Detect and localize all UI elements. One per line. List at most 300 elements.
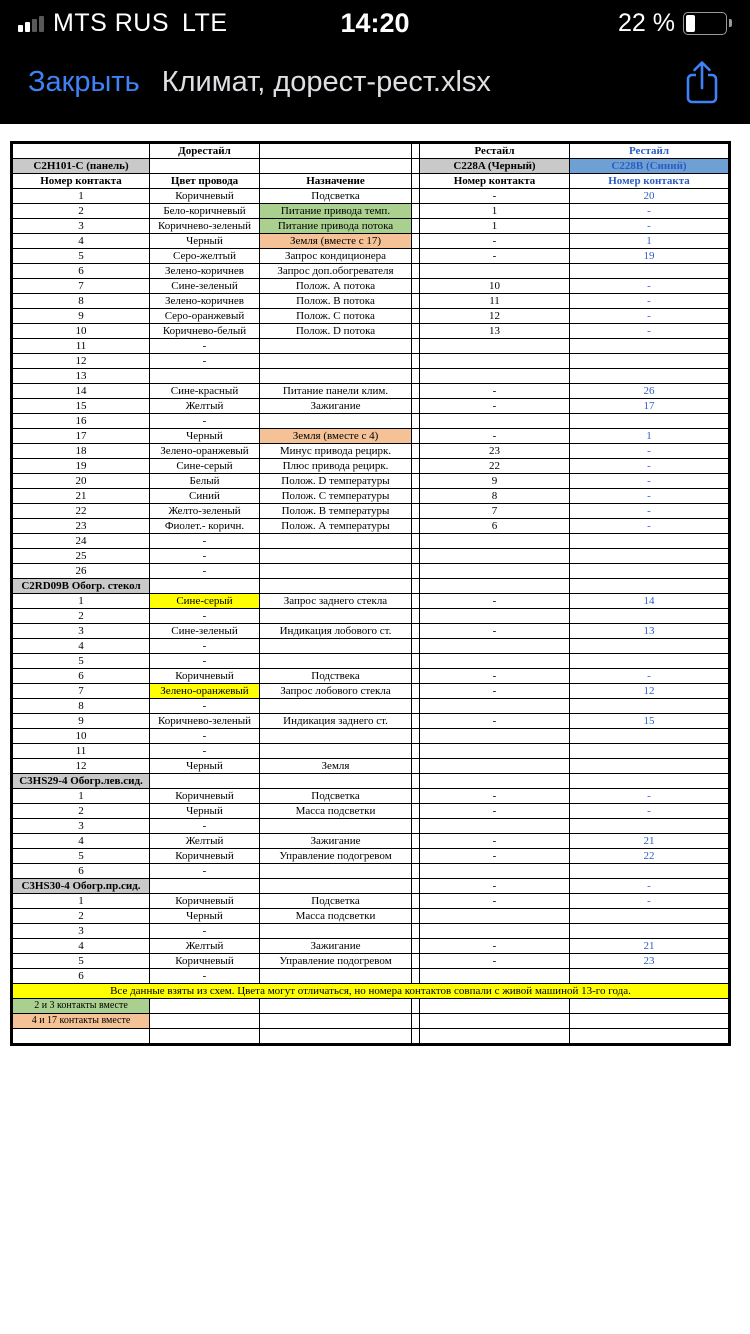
table-cell (570, 354, 730, 369)
table-row (12, 399, 730, 414)
table-row (12, 669, 730, 684)
table-cell: 4 (12, 639, 150, 654)
table-cell: 8 (12, 294, 150, 309)
table-row (12, 369, 730, 384)
table-cell (150, 774, 260, 789)
table-cell: Черный (150, 429, 260, 444)
table-cell: 4 (12, 834, 150, 849)
table-cell (420, 1029, 570, 1045)
table-cell: - (150, 639, 260, 654)
table-cell: - (420, 939, 570, 954)
spreadsheet (10, 141, 731, 1046)
spacer-cell (412, 669, 420, 684)
table-cell: 21 (570, 939, 730, 954)
table-cell: Зажигание (260, 834, 412, 849)
table-cell (150, 879, 260, 894)
table-cell: - (150, 549, 260, 564)
table-cell: Коричнево-зеленый (150, 714, 260, 729)
network-type-label: LTE (182, 8, 228, 37)
table-cell: 19 (570, 249, 730, 264)
table-row (12, 504, 730, 519)
table-row (12, 774, 730, 789)
table-cell: 23 (12, 519, 150, 534)
table-cell (260, 774, 412, 789)
table-cell: C2RD09B Обогр. стекол (12, 579, 150, 594)
table-row (12, 324, 730, 339)
table-cell (260, 699, 412, 714)
table-cell: - (420, 834, 570, 849)
table-cell: - (570, 219, 730, 234)
spacer-cell (412, 879, 420, 894)
table-cell (420, 264, 570, 279)
table-cell: - (570, 204, 730, 219)
table-cell: Коричнево-зеленый (150, 219, 260, 234)
table-cell: 26 (12, 564, 150, 579)
table-cell: Полож. С потока (260, 309, 412, 324)
table-cell: 10 (12, 729, 150, 744)
table-row (12, 639, 730, 654)
table-cell (260, 579, 412, 594)
table-cell: Белый (150, 474, 260, 489)
spacer-cell (412, 1029, 420, 1045)
table-cell: 13 (420, 324, 570, 339)
table-cell: Сине-серый (150, 594, 260, 609)
table-cell: - (150, 969, 260, 984)
table-cell: Назначение (260, 174, 412, 189)
table-row (12, 414, 730, 429)
table-row (12, 204, 730, 219)
table-row (12, 924, 730, 939)
table-cell: - (570, 459, 730, 474)
table-cell (260, 143, 412, 159)
spacer-cell (412, 519, 420, 534)
table-cell: Номер контакта (570, 174, 730, 189)
table-cell: Коричневый (150, 849, 260, 864)
table-cell: 11 (12, 339, 150, 354)
table-row (12, 459, 730, 474)
table-row (12, 234, 730, 249)
table-cell (570, 579, 730, 594)
spacer-cell (412, 954, 420, 969)
table-cell (260, 654, 412, 669)
table-cell: - (570, 444, 730, 459)
table-cell: Минус привода рецирк. (260, 444, 412, 459)
spacer-cell (412, 204, 420, 219)
table-cell: Серо-желтый (150, 249, 260, 264)
table-cell: 3 (12, 819, 150, 834)
table-cell: 22 (570, 849, 730, 864)
table-cell (420, 564, 570, 579)
table-cell (420, 654, 570, 669)
table-cell: Масса подсветки (260, 804, 412, 819)
table-cell (420, 819, 570, 834)
spreadsheet-body (12, 143, 730, 1045)
table-cell: Желтый (150, 939, 260, 954)
table-row (12, 564, 730, 579)
table-cell: Подсветка (260, 189, 412, 204)
table-cell: Индикация лобового ст. (260, 624, 412, 639)
table-cell (570, 864, 730, 879)
table-cell: Зелено-коричнев (150, 264, 260, 279)
table-cell (570, 369, 730, 384)
table-cell: Коричневый (150, 669, 260, 684)
table-row (12, 534, 730, 549)
table-cell: - (150, 699, 260, 714)
table-cell: 12 (570, 684, 730, 699)
table-cell: 1 (570, 429, 730, 444)
table-cell: - (150, 354, 260, 369)
table-row (12, 804, 730, 819)
table-cell (570, 759, 730, 774)
table-cell (570, 414, 730, 429)
table-cell: Питание привода потока (260, 219, 412, 234)
table-cell: 2 (12, 609, 150, 624)
table-cell: 23 (570, 954, 730, 969)
table-cell: Номер контакта (420, 174, 570, 189)
table-row (12, 174, 730, 189)
table-cell: Полож. В температуры (260, 504, 412, 519)
table-cell (420, 759, 570, 774)
table-cell: Черный (150, 804, 260, 819)
table-row (12, 969, 730, 984)
spacer-cell (412, 339, 420, 354)
table-row (12, 444, 730, 459)
table-row (12, 294, 730, 309)
table-cell: - (420, 894, 570, 909)
spacer-cell (412, 759, 420, 774)
table-cell: - (150, 339, 260, 354)
table-cell: - (150, 864, 260, 879)
table-cell: - (570, 804, 730, 819)
table-cell: Дорестайл (150, 143, 260, 159)
table-cell (420, 699, 570, 714)
table-row (12, 549, 730, 564)
table-row (12, 143, 730, 159)
table-cell: - (420, 879, 570, 894)
table-cell: 17 (570, 399, 730, 414)
table-cell (570, 264, 730, 279)
spacer-cell (412, 789, 420, 804)
share-button[interactable] (684, 59, 720, 105)
table-row (12, 249, 730, 264)
table-cell: 20 (570, 189, 730, 204)
table-cell (570, 609, 730, 624)
table-cell: - (150, 534, 260, 549)
spacer-cell (412, 369, 420, 384)
table-row (12, 699, 730, 714)
spacer-cell (412, 279, 420, 294)
table-cell: - (570, 489, 730, 504)
spacer-cell (412, 489, 420, 504)
table-cell (420, 339, 570, 354)
table-cell (420, 369, 570, 384)
table-cell (260, 924, 412, 939)
table-row (12, 354, 730, 369)
clock: 14:20 (340, 7, 410, 38)
table-cell: - (570, 279, 730, 294)
table-cell: - (420, 429, 570, 444)
spacer-cell (412, 354, 420, 369)
table-cell: 10 (420, 279, 570, 294)
table-row (12, 909, 730, 924)
table-cell: 14 (570, 594, 730, 609)
table-cell: 3 (12, 924, 150, 939)
table-cell (150, 1029, 260, 1045)
table-cell: - (420, 384, 570, 399)
status-left (18, 9, 340, 38)
spacer-cell (412, 219, 420, 234)
table-cell: Земля (вместе с 4) (260, 429, 412, 444)
spacer-cell (412, 189, 420, 204)
table-cell (420, 744, 570, 759)
spacer-cell (412, 174, 420, 189)
spacer-cell (412, 459, 420, 474)
table-cell: Серо-оранжевый (150, 309, 260, 324)
table-cell: C228B (Синий) (570, 159, 730, 174)
spacer-cell (412, 143, 420, 159)
table-cell: 12 (420, 309, 570, 324)
spacer-cell (412, 729, 420, 744)
table-cell: 5 (12, 249, 150, 264)
table-cell: - (420, 624, 570, 639)
table-row (12, 894, 730, 909)
table-row (12, 594, 730, 609)
table-row (12, 219, 730, 234)
table-cell: 6 (12, 669, 150, 684)
table-cell: 1 (12, 894, 150, 909)
spacer-cell (412, 399, 420, 414)
spacer-cell (412, 654, 420, 669)
table-cell: Подсветка (260, 894, 412, 909)
table-cell: - (420, 684, 570, 699)
spacer-cell (412, 639, 420, 654)
table-cell: 4 (12, 234, 150, 249)
table-row (12, 339, 730, 354)
table-cell: Сине-зеленый (150, 279, 260, 294)
table-cell: 22 (12, 504, 150, 519)
table-row (12, 159, 730, 174)
battery-tip-icon (729, 19, 732, 27)
table-cell: - (150, 819, 260, 834)
table-cell (260, 1029, 412, 1045)
table-row (12, 519, 730, 534)
table-cell: 5 (12, 849, 150, 864)
spacer-cell (412, 924, 420, 939)
table-cell: - (420, 594, 570, 609)
table-cell: - (150, 654, 260, 669)
table-cell (420, 999, 570, 1014)
spacer-cell (412, 444, 420, 459)
table-cell (150, 159, 260, 174)
top-bars (0, 0, 750, 124)
table-row (12, 474, 730, 489)
table-cell: Фиолет.- коричн. (150, 519, 260, 534)
table-cell: - (570, 504, 730, 519)
table-cell: 9 (12, 714, 150, 729)
table-cell: 22 (420, 459, 570, 474)
table-cell (260, 609, 412, 624)
table-cell: - (420, 804, 570, 819)
spacer-cell (412, 579, 420, 594)
table-cell: Зажигание (260, 939, 412, 954)
table-row (12, 624, 730, 639)
table-cell: - (570, 894, 730, 909)
table-cell (570, 699, 730, 714)
table-row (12, 879, 730, 894)
table-cell: 15 (570, 714, 730, 729)
table-cell: 25 (12, 549, 150, 564)
table-cell: - (570, 879, 730, 894)
table-cell: 1 (570, 234, 730, 249)
table-cell: C3HS29-4 Обогр.лев.сид. (12, 774, 150, 789)
table-cell: 10 (12, 324, 150, 339)
table-cell: 3 (12, 624, 150, 639)
table-cell: Полож. А потока (260, 279, 412, 294)
status-bar (0, 0, 750, 44)
close-button[interactable]: Закрыть (28, 65, 140, 98)
table-cell: 11 (12, 744, 150, 759)
table-cell: Коричнево-белый (150, 324, 260, 339)
table-cell: Запрос заднего стекла (260, 594, 412, 609)
table-cell: - (570, 789, 730, 804)
table-cell: 6 (12, 264, 150, 279)
table-cell: - (420, 234, 570, 249)
table-cell (570, 999, 730, 1014)
table-cell (570, 549, 730, 564)
document-title: Климат, дорест-рест.xlsx (161, 65, 491, 98)
spacer-cell (412, 549, 420, 564)
table-row (12, 489, 730, 504)
table-cell (260, 159, 412, 174)
table-cell: Управление подогревом (260, 849, 412, 864)
battery-icon (683, 12, 727, 35)
table-cell (420, 609, 570, 624)
spacer-cell (412, 159, 420, 174)
table-cell: 9 (420, 474, 570, 489)
table-cell (260, 864, 412, 879)
table-cell: 11 (420, 294, 570, 309)
table-cell: - (570, 324, 730, 339)
table-cell: C228A (Черный) (420, 159, 570, 174)
table-cell: 2 (12, 909, 150, 924)
table-cell (420, 864, 570, 879)
spacer-cell (412, 504, 420, 519)
table-cell: 16 (12, 414, 150, 429)
table-cell: Цвет провода (150, 174, 260, 189)
table-cell (260, 369, 412, 384)
table-cell (150, 999, 260, 1014)
table-cell (570, 339, 730, 354)
spacer-cell (412, 744, 420, 759)
table-cell: Сине-красный (150, 384, 260, 399)
table-cell: - (420, 954, 570, 969)
table-cell: - (150, 729, 260, 744)
spacer-cell (412, 624, 420, 639)
table-cell: 1 (12, 789, 150, 804)
spacer-cell (412, 324, 420, 339)
table-cell (570, 729, 730, 744)
table-cell: Земля (вместе с 17) (260, 234, 412, 249)
table-cell: 1 (12, 594, 150, 609)
spacer-cell (412, 564, 420, 579)
table-cell: Рестайл (420, 143, 570, 159)
table-cell: - (150, 924, 260, 939)
spacer-cell (412, 594, 420, 609)
table-cell (260, 969, 412, 984)
table-cell (260, 1014, 412, 1029)
table-cell: 19 (12, 459, 150, 474)
spacer-cell (412, 384, 420, 399)
table-cell: 2 (12, 204, 150, 219)
table-cell: C3HS30-4 Обогр.пр.сид. (12, 879, 150, 894)
table-cell: Земля (260, 759, 412, 774)
table-cell (570, 639, 730, 654)
table-cell: 8 (420, 489, 570, 504)
table-cell (420, 969, 570, 984)
table-cell: - (420, 849, 570, 864)
table-cell: 5 (12, 654, 150, 669)
table-cell: Управление подогревом (260, 954, 412, 969)
table-cell: 1 (420, 204, 570, 219)
table-cell (260, 549, 412, 564)
table-row (12, 789, 730, 804)
table-cell: - (150, 564, 260, 579)
table-cell: 5 (12, 954, 150, 969)
spacer-cell (412, 864, 420, 879)
table-cell: Индикация заднего ст. (260, 714, 412, 729)
spacer-cell (412, 429, 420, 444)
table-row (12, 954, 730, 969)
table-cell (260, 534, 412, 549)
table-cell: Питание панели клим. (260, 384, 412, 399)
table-row (12, 609, 730, 624)
table-cell: Полож. В потока (260, 294, 412, 309)
table-cell: 2 (12, 804, 150, 819)
table-cell: - (570, 474, 730, 489)
table-cell: Коричневый (150, 189, 260, 204)
table-cell (260, 729, 412, 744)
table-cell: - (420, 189, 570, 204)
table-cell: 23 (420, 444, 570, 459)
table-cell: 20 (12, 474, 150, 489)
share-icon (684, 59, 720, 105)
table-row (12, 189, 730, 204)
table-cell: - (420, 249, 570, 264)
table-cell: Номер контакта (12, 174, 150, 189)
spacer-cell (412, 609, 420, 624)
table-cell: Плюс привода рецирк. (260, 459, 412, 474)
table-cell: Рестайл (570, 143, 730, 159)
table-row (12, 939, 730, 954)
spacer-cell (412, 819, 420, 834)
table-row (12, 279, 730, 294)
table-cell: Зелено-оранжевый (150, 684, 260, 699)
table-cell: 26 (570, 384, 730, 399)
table-row (12, 684, 730, 699)
table-cell: 6 (12, 969, 150, 984)
table-cell (570, 909, 730, 924)
navigation-bar (0, 44, 750, 124)
spacer-cell (412, 714, 420, 729)
table-row (12, 849, 730, 864)
table-cell (570, 564, 730, 579)
spacer-cell (412, 774, 420, 789)
table-cell (420, 1014, 570, 1029)
spacer-cell (412, 699, 420, 714)
table-cell (420, 549, 570, 564)
table-cell (420, 534, 570, 549)
table-row (12, 864, 730, 879)
